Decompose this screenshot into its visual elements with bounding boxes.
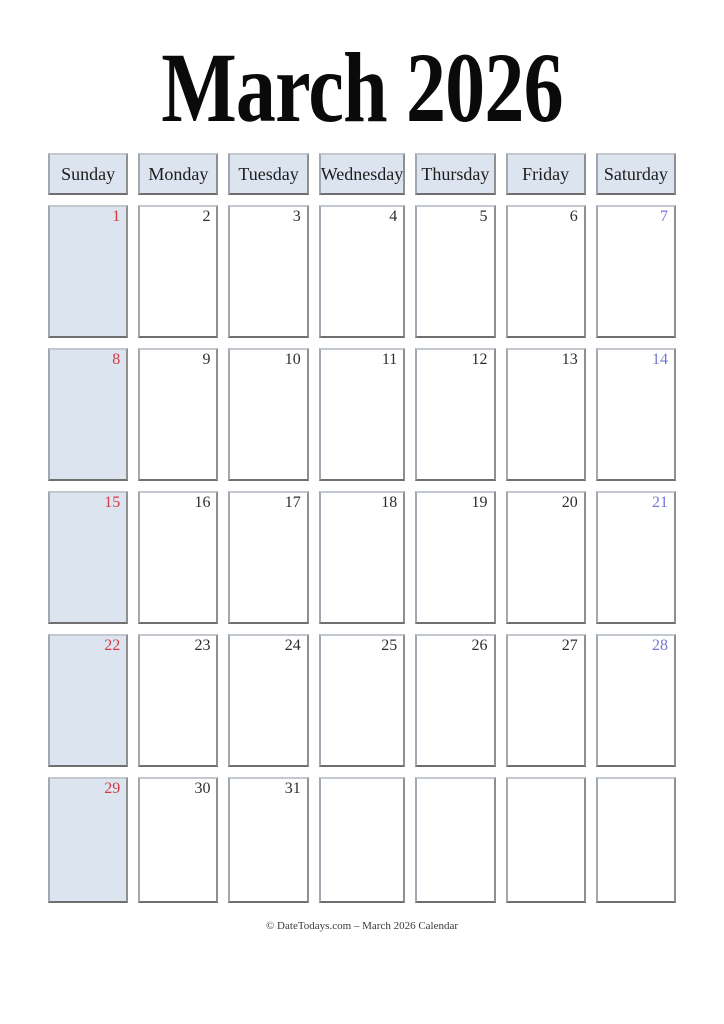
calendar-cell [48, 348, 128, 481]
date-number: 28 [651, 637, 668, 654]
date-number: 23 [194, 637, 211, 654]
calendar-cell [596, 205, 676, 338]
date-number: 2 [202, 208, 211, 225]
calendar-cell [138, 634, 218, 767]
date-number: 4 [389, 208, 398, 225]
date-number: 11 [381, 351, 398, 368]
calendar-cell [48, 491, 128, 624]
date-number: 16 [194, 494, 211, 511]
date-number: 6 [569, 208, 578, 225]
day-header-saturday [596, 153, 676, 195]
footer-credit: © DateTodays.com – March 2026 Calendar [265, 920, 459, 932]
calendar-cell [506, 634, 586, 767]
calendar-cell [228, 634, 308, 767]
date-number: 5 [479, 208, 488, 225]
date-number: 8 [112, 351, 121, 368]
calendar-cell [48, 777, 128, 903]
day-header-label: Saturday [603, 163, 668, 184]
calendar-cell [138, 205, 218, 338]
day-header-monday [138, 153, 218, 195]
calendar-cell [228, 205, 308, 338]
date-number: 1 [112, 208, 121, 225]
calendar-cell [319, 491, 406, 624]
date-number: 17 [284, 494, 301, 511]
calendar-cell [596, 348, 676, 481]
date-number: 21 [651, 494, 668, 511]
date-number: 13 [561, 351, 578, 368]
date-number: 14 [651, 351, 668, 368]
calendar-cell [228, 491, 308, 624]
day-header-wednesday [319, 153, 406, 195]
calendar-cell [415, 634, 495, 767]
calendar-cell [138, 491, 218, 624]
calendar-cell [506, 491, 586, 624]
date-number: 9 [202, 351, 211, 368]
date-number: 15 [104, 494, 121, 511]
calendar-cell [415, 205, 495, 338]
date-number: 20 [561, 494, 578, 511]
calendar-cell [415, 348, 495, 481]
calendar-cell [319, 348, 406, 481]
calendar-cell [319, 205, 406, 338]
calendar-cell [48, 205, 128, 338]
date-number: 12 [471, 351, 488, 368]
calendar-cell [596, 634, 676, 767]
day-header-tuesday [228, 153, 308, 195]
day-header-label: Thursday [421, 163, 490, 184]
calendar-cell [596, 777, 676, 903]
calendar-cell [228, 348, 308, 481]
date-number: 7 [659, 208, 668, 225]
calendar-cell [228, 777, 308, 903]
date-number: 25 [381, 637, 398, 654]
date-number: 19 [471, 494, 488, 511]
date-number: 3 [292, 208, 301, 225]
calendar-cell [415, 777, 495, 903]
calendar-cell [48, 634, 128, 767]
calendar-title: March 2026 [161, 32, 563, 143]
date-number: 29 [104, 780, 121, 797]
calendar-grid [48, 153, 676, 903]
date-number: 31 [284, 780, 301, 797]
calendar-cell [319, 634, 406, 767]
day-header-label: Sunday [61, 163, 116, 184]
date-number: 24 [284, 637, 301, 654]
calendar-cell [138, 777, 218, 903]
calendar-cell [138, 348, 218, 481]
day-header-thursday [415, 153, 495, 195]
day-header-label: Tuesday [238, 163, 299, 184]
day-header-label: Monday [148, 163, 209, 184]
date-number: 10 [284, 351, 301, 368]
day-header-label: Friday [522, 163, 570, 184]
date-number: 18 [381, 494, 398, 511]
date-number: 22 [104, 637, 121, 654]
calendar-cell [506, 777, 586, 903]
date-number: 26 [471, 637, 488, 654]
calendar-cell [596, 491, 676, 624]
calendar-cell [319, 777, 406, 903]
day-header-label: Wednesday [320, 163, 404, 184]
calendar-cell [506, 348, 586, 481]
calendar-cell [415, 491, 495, 624]
date-number: 30 [194, 780, 211, 797]
calendar-cell [506, 205, 586, 338]
date-number: 27 [561, 637, 578, 654]
day-header-sunday [48, 153, 128, 195]
day-header-friday [506, 153, 586, 195]
